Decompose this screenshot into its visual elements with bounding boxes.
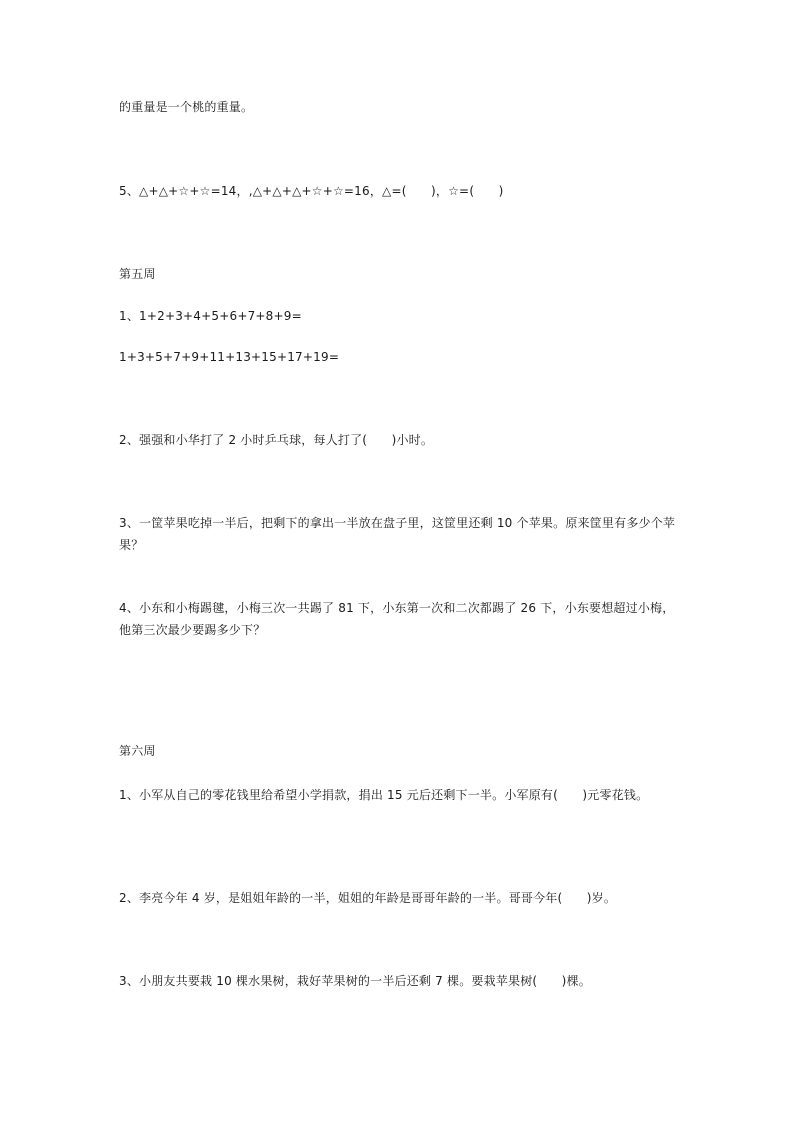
week-6-heading: 第六周 (119, 744, 156, 758)
week-6-question-2: 2、李亮今年 4 岁，是姐姐年龄的一半，姐姐的年龄是哥哥年龄的一半。哥哥今年( )岁。 (119, 891, 617, 905)
week-5-question-3: 3、一筐苹果吃掉一半后，把剩下的拿出一半放在盘子里，这筐里还剩 10 个苹果。原来筐里有多少个苹果？ (119, 516, 676, 552)
week-5-question-4: 4、小东和小梅踢毽，小梅三次一共踢了 81 下，小东第一次和二次都踢了 26 下，小东要想超过小梅，他第三次最少要踢多少下？ (119, 601, 675, 637)
week-5-question-1b: 1+3+5+7+9+11+13+15+17+19= (119, 350, 340, 364)
week-6-question-1: 1、小军从自己的零花钱里给希望小学捐款，捐出 15 元后还剩下一半。小军原有( )元零花钱。 (119, 788, 649, 802)
text-line-peach-weight: 的重量是一个桃的重量。 (119, 100, 254, 114)
week-5-heading: 第五周 (119, 267, 156, 281)
week-5-question-2: 2、强强和小华打了 2 小时乒乓球，每人打了( )小时。 (119, 433, 434, 447)
week-5-question-1a: 1、1+2+3+4+5+6+7+8+9= (119, 309, 302, 323)
question-5-symbols: 5、△+△+☆+☆=14，,△+△+△+☆+☆=16，△=( )，☆=( ) (119, 184, 504, 198)
week-6-question-3: 3、小朋友共要栽 10 棵水果树，栽好苹果树的一半后还剩 7 棵。要栽苹果树( )棵。 (119, 974, 591, 988)
